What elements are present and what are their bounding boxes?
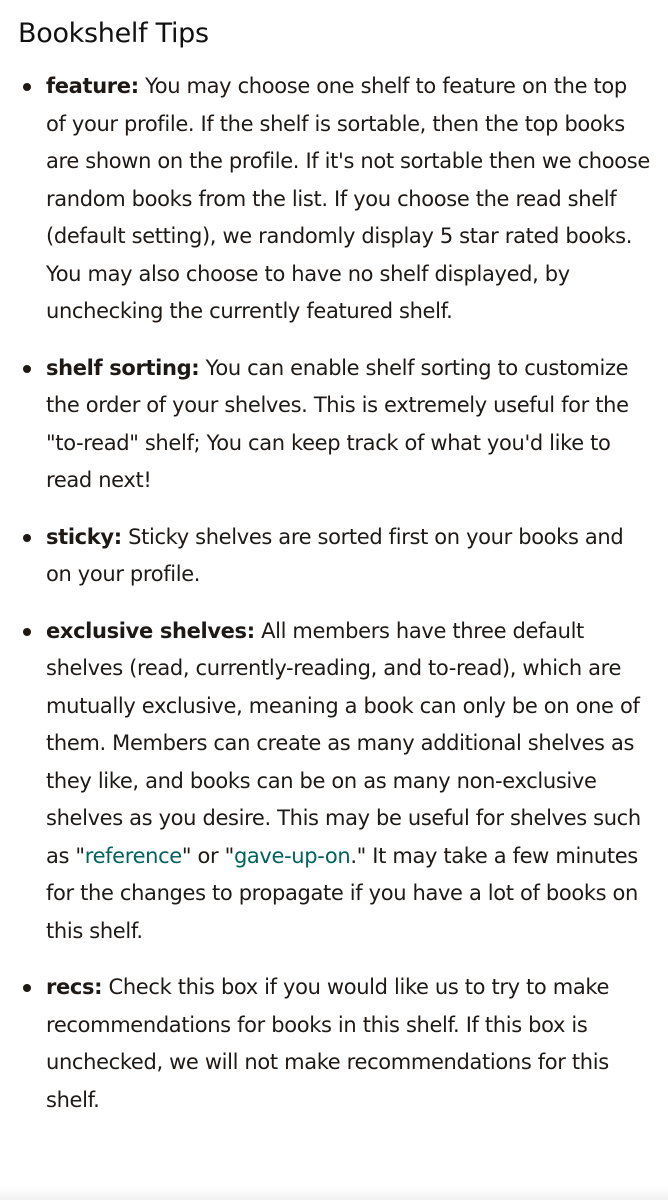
bullet-icon	[23, 365, 31, 373]
tip-term: feature:	[46, 74, 139, 98]
tip-term: shelf sorting:	[46, 355, 200, 380]
tip-term: exclusive shelves:	[46, 618, 255, 643]
tip-text: You can enable shelf sorting to customize the order of your shelves. This is extremely useful for the "to-read" shelf; You can keep track of what you'd like to read next!	[46, 355, 629, 492]
page-title: Bookshelf Tips	[18, 18, 209, 49]
tips-list	[18, 68, 650, 1119]
tip-sticky	[18, 519, 650, 594]
bullet-icon	[23, 534, 31, 542]
tip-text: Sticky shelves are sorted first on your books and on your profile.	[46, 524, 624, 586]
tip-exclusive-shelves	[18, 613, 650, 951]
gave-up-on-shelf-link[interactable]: gave-up-on	[233, 843, 351, 868]
tip-term: recs:	[46, 975, 103, 999]
reference-shelf-link[interactable]: reference	[84, 843, 182, 868]
tip-text: " or "	[181, 843, 234, 868]
tip-text: Check this box if you would like us to try to make recommendations for books in this shelf. If this box is unchecked, we will not make recommendations for this shelf.	[46, 975, 610, 1112]
tip-recs	[18, 969, 650, 1119]
tip-term: sticky:	[46, 524, 122, 549]
tip-text: All members have three default shelves (read, currently-reading, and to-read), which are mutually exclusive, meaning a book can only be on one of them. Members can create as many additional shelves as they like, and books can be on as many non-exclusive shelves as you desire. This may be useful for shelves such as "	[46, 618, 641, 868]
tip-feature	[18, 68, 650, 331]
tip-text: You may choose one shelf to feature on the top of your profile. If the shelf is sortable, then the top books are shown on the profile. If it's not sortable then we choose random books from the list. If you choose the read shelf (default setting), we randomly display 5 star rated books. You may also choose to have no shelf displayed, by unchecking the currently featured shelf.	[46, 74, 650, 323]
tip-shelf-sorting	[18, 350, 650, 500]
tip-text: ." It may take a few minutes for the changes to propagate if you have a lot of books on this shelf.	[46, 843, 639, 943]
bullet-icon	[23, 83, 31, 91]
bullet-icon	[23, 984, 31, 992]
bottom-fade	[0, 1186, 668, 1200]
bullet-icon	[23, 628, 31, 636]
